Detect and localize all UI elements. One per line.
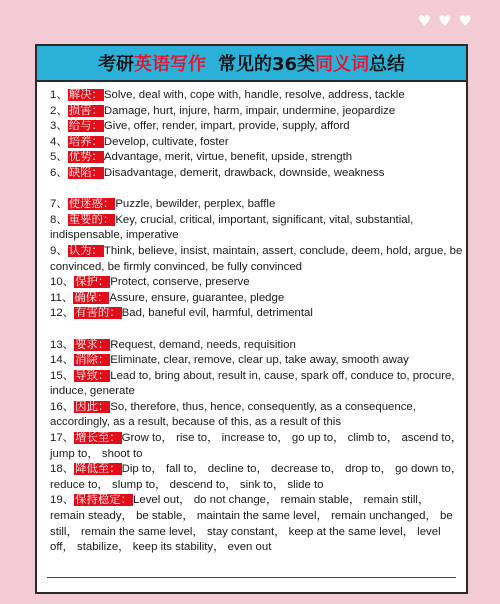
entry-synonyms: Key, crucial, critical, important, significant, vital, substantial, indispensable, imperative [50, 213, 414, 242]
title-part-2: 英语写作 [133, 54, 206, 75]
entry-label: 优势： [68, 151, 103, 164]
entry-synonyms: Protect, conserve, preserve [110, 276, 250, 289]
group-spacer [50, 182, 464, 198]
synonym-entry [50, 104, 464, 120]
entry-synonyms: So, therefore, thus, hence, consequently, as a consequence, accordingly, as a result, because of this, as a result of this [50, 400, 416, 429]
entry-synonyms: Puzzle, bewilder, perplex, baffle [115, 198, 276, 211]
entry-label: 有害的： [75, 307, 121, 320]
entry-synonyms: Solve, deal with, cope with, handle, resolve, address, tackle [103, 89, 405, 101]
synonym-entry [50, 353, 464, 369]
synonym-entry [50, 493, 464, 555]
entry-synonyms: Think, believe, insist, maintain, assert, conclude, deem, hold, argue, be convinced, be firmly convinced, be fully convinced [50, 244, 463, 273]
entry-label: 因此： [75, 400, 110, 413]
entry-label: 缺陷： [68, 166, 103, 179]
entry-number: 12、 [50, 307, 75, 320]
synonym-entry [50, 306, 464, 322]
entry-number: 15、 [50, 369, 75, 382]
entry-number: 9、 [50, 244, 68, 257]
synonym-entry [50, 244, 464, 275]
entry-synonyms: Lead to, bring about, result in, cause, spark off, conduce to, procure, induce, generate [50, 369, 455, 398]
entry-synonyms: Develop, cultivate, foster [103, 135, 229, 148]
entry-label: 解决： [68, 89, 103, 101]
group-spacer [50, 322, 464, 338]
entry-synonyms: Advantage, merit, virtue, benefit, upside, strength [103, 151, 353, 164]
entry-label: 确保： [74, 291, 109, 304]
entry-label: 要求： [75, 338, 110, 351]
synonym-entry [50, 166, 464, 182]
entry-label: 损害： [68, 104, 103, 117]
entry-label: 导致： [75, 369, 110, 382]
entry-label: 给与： [68, 120, 103, 133]
entry-synonyms: Give, offer, render, impart, provide, supply, afford [103, 120, 350, 133]
entry-number: 4、 [50, 135, 68, 148]
entry-label: 重要的： [68, 213, 115, 226]
entry-number: 3、 [50, 120, 68, 133]
title-part-4: 同义词 [315, 54, 370, 75]
entry-number: 19、 [50, 494, 75, 507]
entry-synonyms: Request, demand, needs, requisition [110, 338, 296, 351]
page-title [37, 46, 466, 82]
title-part-1: 考研 [97, 54, 134, 75]
entry-label: 增长至： [75, 432, 121, 445]
synonym-entry [50, 150, 464, 166]
entry-label: 保护： [75, 276, 110, 289]
synonym-entry [50, 431, 464, 462]
synonym-entry [50, 338, 464, 354]
entry-synonyms: Level out， do not change， remain stable， remain still， remain steady， be stable， maintain the same level， remain unchanged， be still， remain the same level， stay constant， keep at the same level， level off， stabilize， keep its stability， even out [50, 494, 453, 554]
entry-synonyms: Disadvantage, demerit, drawback, downside, weakness [103, 166, 385, 179]
entry-number: 10、 [50, 276, 75, 289]
entry-number: 7、 [50, 198, 68, 211]
entry-synonyms: Assure, ensure, guarantee, pledge [109, 291, 285, 304]
entry-synonyms: Grow to， rise to， increase to， go up to， climb to， ascend to， jump to， shoot to [50, 432, 463, 460]
entry-number: 18、 [50, 463, 75, 476]
entry-number: 1、 [50, 89, 68, 101]
synonym-entry [50, 88, 464, 104]
document-card [35, 44, 468, 594]
entry-number: 6、 [50, 166, 68, 179]
synonym-entry [50, 400, 464, 431]
entry-synonyms: Dip to， fall to， decline to， decrease to， drop to， go down to， reduce to， slump to， descend to， sink to， slide to [50, 463, 463, 491]
synonym-entry [50, 369, 464, 400]
bottom-divider [47, 577, 456, 578]
entry-synonyms: Damage, hurt, injure, harm, impair, undermine, jeopardize [103, 104, 396, 117]
synonym-entry [50, 135, 464, 151]
synonym-entry [50, 197, 464, 213]
entry-number: 14、 [50, 354, 75, 367]
entry-label: 培养： [68, 135, 103, 148]
entry-synonyms: Eliminate, clear, remove, clear up, take away, smooth away [110, 354, 409, 367]
entry-synonyms: Bad, baneful evil, harmful, detrimental [121, 307, 313, 320]
entry-label: 认为： [68, 244, 103, 257]
synonym-entry [50, 213, 464, 244]
heart-icon: ♥ [417, 12, 432, 30]
entry-number: 16、 [50, 400, 75, 413]
synonym-list [50, 88, 464, 556]
title-part-3: 常见的36类 [217, 54, 316, 75]
entry-number: 5、 [50, 151, 68, 164]
decorative-hearts [418, 14, 472, 29]
entry-number: 11、 [50, 291, 74, 304]
heart-icon: ♥ [458, 12, 472, 30]
synonym-entry [50, 291, 464, 307]
entry-label: 消除： [75, 354, 110, 367]
synonym-entry [50, 119, 464, 135]
synonym-entry [50, 275, 464, 291]
title-part-5: 总结 [369, 54, 406, 75]
entry-number: 2、 [50, 104, 68, 117]
heart-icon: ♥ [438, 12, 452, 30]
synonym-entry [50, 462, 464, 493]
entry-label: 保持稳定： [75, 494, 133, 507]
entry-number: 8、 [50, 213, 68, 226]
entry-number: 13、 [50, 338, 75, 351]
entry-label: 降低至： [75, 463, 121, 476]
entry-label: 使迷惑： [68, 198, 115, 211]
entry-number: 17、 [50, 432, 75, 445]
